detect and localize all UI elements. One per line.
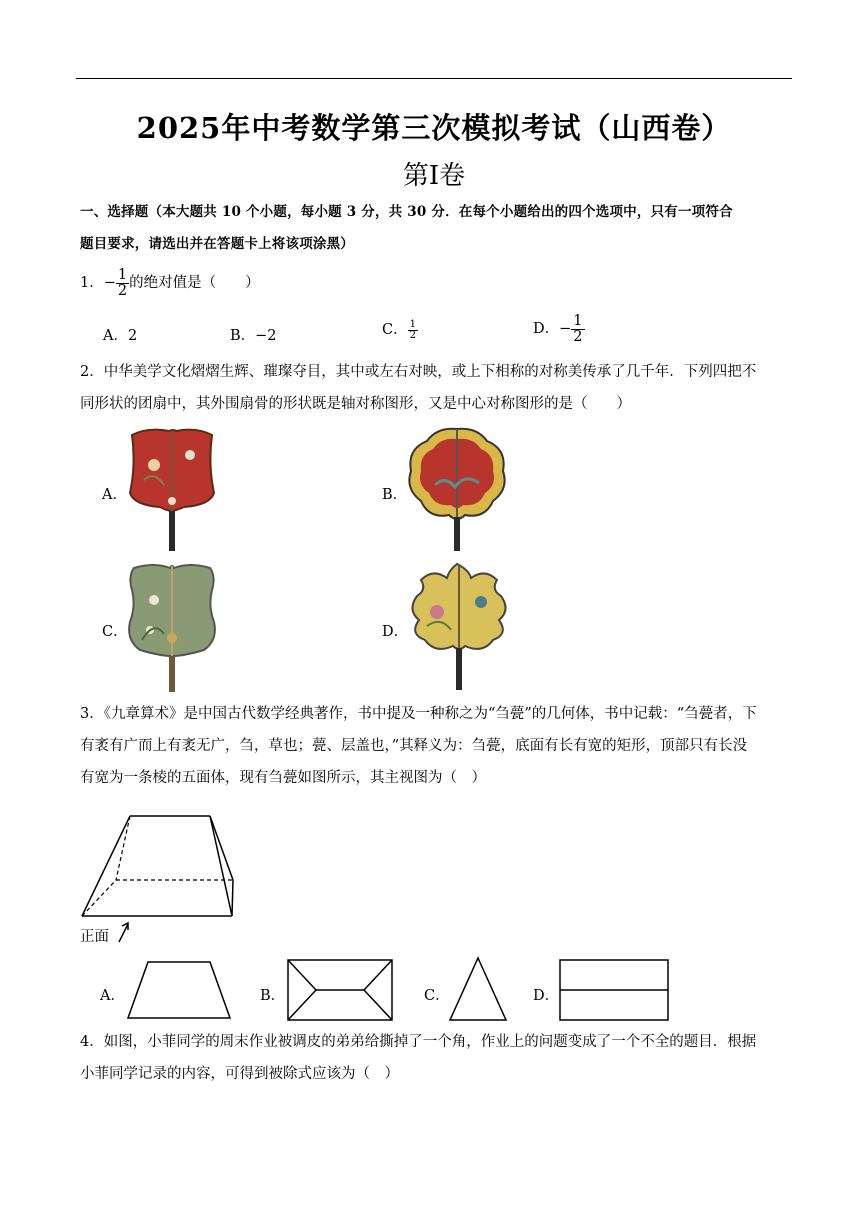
q1-minus: − <box>103 275 116 291</box>
fan-a-image <box>124 425 220 555</box>
q1-frac-num: 1 <box>117 267 128 283</box>
q3-option-d[interactable]: D． <box>533 988 560 1004</box>
fan-b-image <box>405 425 510 555</box>
question-1 <box>80 268 260 298</box>
q1-option-c-den: 2 <box>409 329 416 341</box>
section-heading-line2: 题目要求，请选出并在答题卡上将该项涂黑） <box>80 236 354 252</box>
trapezoid-shape <box>124 958 234 1022</box>
q3-option-a[interactable]: A． <box>100 988 125 1004</box>
rectangle-envelope-shape <box>284 956 396 1024</box>
q2-option-b[interactable]: B． <box>382 487 408 503</box>
q3-option-b[interactable]: B． <box>260 988 286 1004</box>
q1-fraction <box>116 268 129 298</box>
q1-option-c-fraction <box>408 320 418 341</box>
q3-line1: 3．《九章算术》是中国古代数学经典著作，书中提及一种称之为“刍甍”的几何体，书中记载：“刍甍者，下 <box>80 706 757 722</box>
q1-option-a[interactable]: A．2 <box>103 328 138 344</box>
q1-option-c-label: C． <box>382 322 408 338</box>
q3-option-c[interactable]: C． <box>424 988 450 1004</box>
fan-d-image <box>405 560 513 694</box>
q1-option-d-den: 2 <box>573 328 583 345</box>
q1-option-d[interactable] <box>533 314 585 344</box>
fan-c-image <box>124 560 220 694</box>
triangle-shape <box>446 954 510 1024</box>
q1-text: 的绝对值是（ ） <box>129 275 260 291</box>
q1-option-d-label: D．− <box>533 321 572 337</box>
q2-option-d[interactable]: D． <box>382 624 409 640</box>
q2-option-c[interactable]: C． <box>102 624 128 640</box>
q4-line1: 4．如图，小菲同学的周末作业被调皮的弟弟给撕掉了一个角，作业上的问题变成了一个不全的题目．根据 <box>80 1034 757 1050</box>
q1-option-c[interactable] <box>382 318 418 341</box>
front-view-label: 正面 <box>80 929 109 945</box>
q3-line3: 有宽为一条棱的五面体，现有刍甍如图所示，其主视图为（ ） <box>80 770 486 786</box>
section-heading <box>80 196 792 260</box>
page-subtitle: 第I卷 <box>402 161 466 191</box>
q4-line2: 小菲同学记录的内容，可得到被除式应该为（ ） <box>80 1066 399 1082</box>
q1-number: 1． <box>80 275 104 291</box>
q1-option-d-num: 1 <box>573 313 583 329</box>
page-title: 2025年中考数学第三次模拟考试（山西卷） <box>136 111 732 145</box>
chumeng-solid-figure <box>78 812 238 924</box>
q2-option-a[interactable]: A． <box>102 487 127 503</box>
question-3 <box>80 698 792 794</box>
q1-option-d-fraction <box>571 314 584 344</box>
q1-option-b[interactable]: B．−2 <box>230 328 277 344</box>
arrow-up-icon <box>116 920 132 944</box>
q2-line2: 同形状的团扇中，其外围扇骨的形状既是轴对称图形，又是中心对称图形的是（ ） <box>80 396 631 412</box>
question-4 <box>80 1026 792 1090</box>
section-heading-line1: 一、选择题（本大题共 10 个小题，每小题 3 分，共 30 分．在每个小题给出的四个选项中，只有一项符合 <box>80 204 733 220</box>
q1-option-c-num: 1 <box>409 318 416 330</box>
q2-line1: 2．中华美学文化熠熠生辉、璀璨夺目，其中或左右对映，或上下相称的对称美传承了几千年．下列四把不 <box>80 364 757 380</box>
header-rule <box>76 78 792 79</box>
question-2 <box>80 356 792 420</box>
q3-line2: 有袤有广而上有袤无广，刍，草也；甍、层盖也，”其释义为：刍甍，底面有长有宽的矩形，顶部只有长没 <box>80 738 748 754</box>
q1-frac-den: 2 <box>117 282 128 299</box>
rectangle-split-shape <box>556 956 672 1024</box>
